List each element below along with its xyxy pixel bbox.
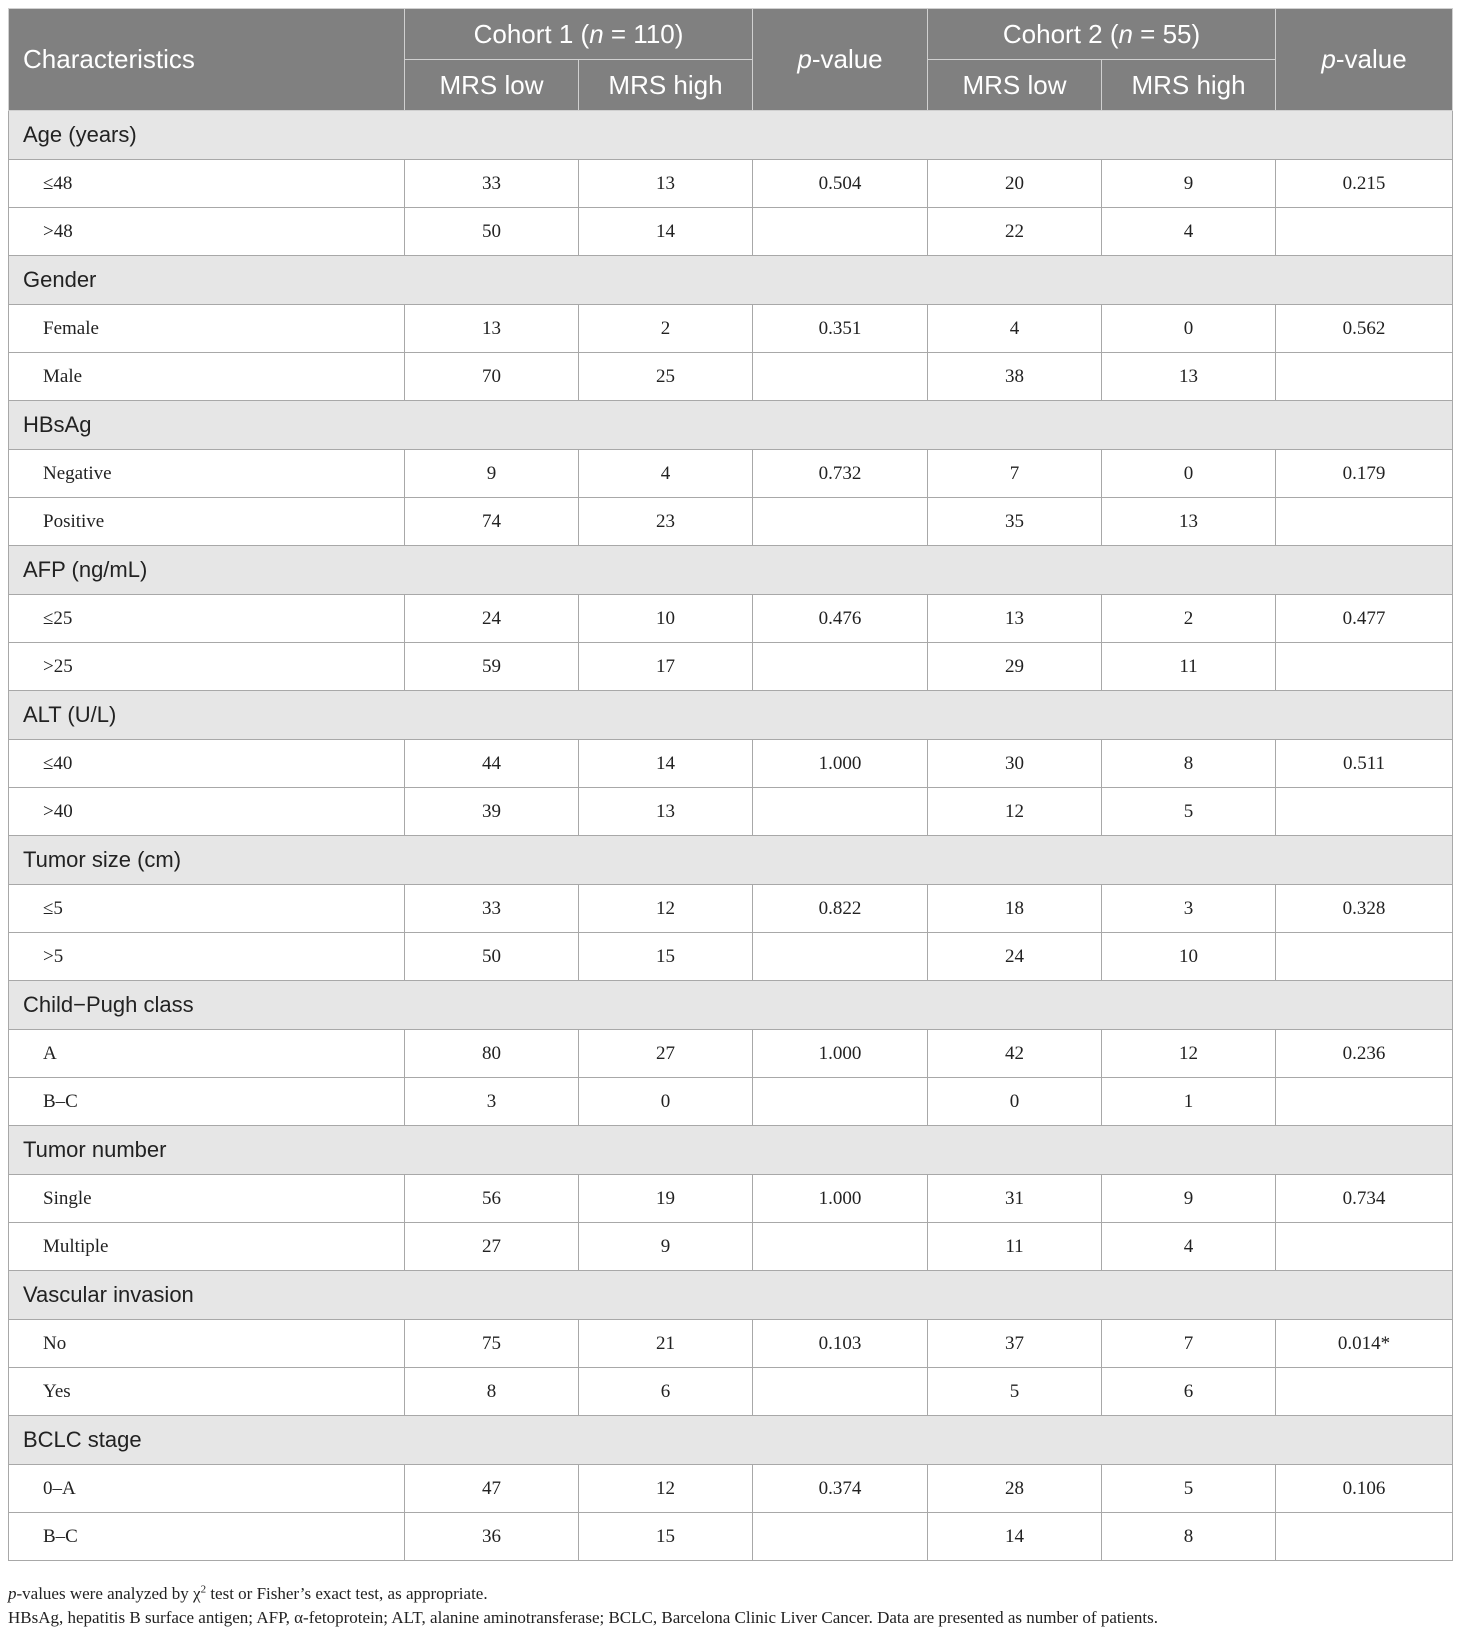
row-label: B–C: [9, 1513, 405, 1561]
cell-c1-high: 13: [579, 788, 753, 836]
header-p-value-cohort-2: [1276, 9, 1453, 111]
cell-c2-high: 7: [1102, 1320, 1276, 1368]
group-label: Vascular invasion: [9, 1271, 1453, 1320]
cell-c1-low: 80: [405, 1030, 579, 1078]
cell-c2-p: [1276, 498, 1453, 546]
cell-c1-low: 75: [405, 1320, 579, 1368]
cell-c1-p: 1.000: [753, 1030, 928, 1078]
cell-c2-p: 0.236: [1276, 1030, 1453, 1078]
row-label: Negative: [9, 450, 405, 498]
cell-c1-low: 33: [405, 160, 579, 208]
cell-c2-high: 9: [1102, 1175, 1276, 1223]
row-label: Positive: [9, 498, 405, 546]
table-row: [9, 1223, 1453, 1271]
cell-c2-p: [1276, 1078, 1453, 1126]
footnote-line1-a: -values were analyzed by χ: [16, 1584, 201, 1603]
group-row: [9, 981, 1453, 1030]
table-footnotes: [8, 1582, 1452, 1630]
cell-c1-low: 9: [405, 450, 579, 498]
cohort-1-suffix: = 110): [603, 18, 684, 49]
cell-c1-low: 33: [405, 885, 579, 933]
cell-c1-low: 74: [405, 498, 579, 546]
p-italic: p: [797, 44, 812, 74]
footnote-chi-sup: 2: [200, 1583, 207, 1596]
table-row: [9, 160, 1453, 208]
cell-c1-p: 0.732: [753, 450, 928, 498]
cell-c2-low: 30: [928, 740, 1102, 788]
cell-c1-low: 24: [405, 595, 579, 643]
footnote-abbreviations: HBsAg, hepatitis B surface antigen; AFP, α-fetoprotein; ALT, alanine aminotransferase; BCLC, Barcelona Clinic Liver Cancer. Data are presented as number of patients.: [8, 1608, 1158, 1627]
cell-c2-low: 7: [928, 450, 1102, 498]
cell-c2-high: 0: [1102, 305, 1276, 353]
footnote-line1-b: test or Fisher’s exact test, as appropriate.: [206, 1584, 488, 1603]
cell-c1-low: 44: [405, 740, 579, 788]
characteristics-table: [8, 8, 1453, 1561]
cohort-2-prefix: Cohort 2 (: [1002, 18, 1119, 49]
row-label: >25: [9, 643, 405, 691]
cell-c1-high: 17: [579, 643, 753, 691]
cell-c2-p: [1276, 1513, 1453, 1561]
row-label: Multiple: [9, 1223, 405, 1271]
cell-c1-p: [753, 643, 928, 691]
cell-c2-p: [1276, 643, 1453, 691]
footnote-stats-method: [8, 1582, 1452, 1606]
table-row: [9, 353, 1453, 401]
table-row: [9, 1465, 1453, 1513]
p-rest: -value: [811, 44, 883, 74]
group-label: AFP (ng/mL): [9, 546, 1453, 595]
cell-c2-low: 24: [928, 933, 1102, 981]
cell-c2-low: 38: [928, 353, 1102, 401]
cell-c1-low: 47: [405, 1465, 579, 1513]
table-row: [9, 498, 1453, 546]
cell-c2-low: 18: [928, 885, 1102, 933]
cell-c2-high: 8: [1102, 740, 1276, 788]
cell-c1-high: 9: [579, 1223, 753, 1271]
table-row: [9, 885, 1453, 933]
cell-c1-low: 50: [405, 933, 579, 981]
cell-c2-high: 3: [1102, 885, 1276, 933]
group-row: [9, 256, 1453, 305]
cell-c1-high: 27: [579, 1030, 753, 1078]
row-label: Female: [9, 305, 405, 353]
cell-c1-low: 59: [405, 643, 579, 691]
cell-c2-p: 0.511: [1276, 740, 1453, 788]
cell-c2-low: 28: [928, 1465, 1102, 1513]
cell-c1-low: 8: [405, 1368, 579, 1416]
cell-c2-high: 1: [1102, 1078, 1276, 1126]
header-c1-mrs-low: MRS low: [405, 60, 579, 111]
group-row: [9, 111, 1453, 160]
row-label: ≤25: [9, 595, 405, 643]
cell-c1-high: 23: [579, 498, 753, 546]
header-c1-mrs-high: MRS high: [579, 60, 753, 111]
cell-c1-low: 56: [405, 1175, 579, 1223]
group-label: HBsAg: [9, 401, 1453, 450]
table-row: [9, 595, 1453, 643]
cell-c1-high: 12: [579, 885, 753, 933]
cell-c2-high: 11: [1102, 643, 1276, 691]
cohort-2-suffix: = 55): [1132, 18, 1201, 49]
header-cohort-2: [928, 9, 1276, 60]
table-row: [9, 1030, 1453, 1078]
cell-c1-high: 21: [579, 1320, 753, 1368]
cell-c1-p: [753, 353, 928, 401]
row-label: Yes: [9, 1368, 405, 1416]
row-label: Single: [9, 1175, 405, 1223]
group-row: [9, 401, 1453, 450]
header-cohort-1: [405, 9, 753, 60]
cell-c1-p: 1.000: [753, 1175, 928, 1223]
cell-c2-low: 11: [928, 1223, 1102, 1271]
cell-c2-high: 8: [1102, 1513, 1276, 1561]
row-label: ≤40: [9, 740, 405, 788]
cell-c2-high: 4: [1102, 208, 1276, 256]
cell-c1-p: [753, 1223, 928, 1271]
cell-c1-low: 70: [405, 353, 579, 401]
cell-c2-p: 0.477: [1276, 595, 1453, 643]
table-header: [9, 9, 1453, 111]
cell-c1-p: 0.103: [753, 1320, 928, 1368]
group-row: [9, 691, 1453, 740]
table-row: [9, 1078, 1453, 1126]
cell-c2-high: 0: [1102, 450, 1276, 498]
cohort-2-n: n: [1118, 18, 1133, 49]
row-label: >48: [9, 208, 405, 256]
cell-c1-high: 13: [579, 160, 753, 208]
cell-c2-low: 35: [928, 498, 1102, 546]
group-label: Age (years): [9, 111, 1453, 160]
cell-c1-p: [753, 498, 928, 546]
cell-c2-high: 5: [1102, 788, 1276, 836]
cell-c1-high: 15: [579, 1513, 753, 1561]
cell-c2-low: 31: [928, 1175, 1102, 1223]
cell-c1-high: 14: [579, 208, 753, 256]
cell-c2-low: 12: [928, 788, 1102, 836]
cell-c2-p: [1276, 1368, 1453, 1416]
cell-c2-p: [1276, 788, 1453, 836]
group-row: [9, 546, 1453, 595]
cell-c2-low: 29: [928, 643, 1102, 691]
header-c2-mrs-high: MRS high: [1102, 60, 1276, 111]
cell-c1-low: 36: [405, 1513, 579, 1561]
cell-c2-high: 13: [1102, 353, 1276, 401]
cell-c2-low: 22: [928, 208, 1102, 256]
group-label: Child−Pugh class: [9, 981, 1453, 1030]
cell-c1-low: 3: [405, 1078, 579, 1126]
cell-c1-high: 14: [579, 740, 753, 788]
row-label: A: [9, 1030, 405, 1078]
cell-c1-low: 39: [405, 788, 579, 836]
cell-c1-p: 0.351: [753, 305, 928, 353]
row-label: >5: [9, 933, 405, 981]
cell-c2-p: 0.734: [1276, 1175, 1453, 1223]
table-row: [9, 305, 1453, 353]
header-row-1: [9, 9, 1453, 60]
cell-c2-high: 2: [1102, 595, 1276, 643]
cell-c2-p: [1276, 933, 1453, 981]
cell-c2-p: 0.179: [1276, 450, 1453, 498]
cell-c1-low: 50: [405, 208, 579, 256]
cell-c1-p: 0.822: [753, 885, 928, 933]
cell-c2-low: 5: [928, 1368, 1102, 1416]
cell-c1-p: [753, 1078, 928, 1126]
cell-c2-p: [1276, 1223, 1453, 1271]
characteristics-table-container: [8, 8, 1452, 1561]
cell-c1-high: 4: [579, 450, 753, 498]
cell-c2-high: 13: [1102, 498, 1276, 546]
table-body: [9, 111, 1453, 1561]
cell-c2-low: 14: [928, 1513, 1102, 1561]
cell-c1-high: 15: [579, 933, 753, 981]
group-row: [9, 1271, 1453, 1320]
cell-c2-high: 6: [1102, 1368, 1276, 1416]
group-label: Gender: [9, 256, 1453, 305]
group-row: [9, 1126, 1453, 1175]
cell-c1-p: 0.504: [753, 160, 928, 208]
group-label: ALT (U/L): [9, 691, 1453, 740]
cell-c2-low: 0: [928, 1078, 1102, 1126]
cell-c1-p: 0.374: [753, 1465, 928, 1513]
table-row: [9, 450, 1453, 498]
row-label: No: [9, 1320, 405, 1368]
cell-c2-p: [1276, 208, 1453, 256]
row-label: Male: [9, 353, 405, 401]
cohort-1-n: n: [589, 18, 604, 49]
cell-c2-p: 0.014*: [1276, 1320, 1453, 1368]
cell-c2-low: 4: [928, 305, 1102, 353]
cell-c2-p: 0.106: [1276, 1465, 1453, 1513]
group-row: [9, 1416, 1453, 1465]
row-label: 0–A: [9, 1465, 405, 1513]
cell-c2-p: [1276, 353, 1453, 401]
cell-c1-low: 27: [405, 1223, 579, 1271]
group-row: [9, 836, 1453, 885]
group-label: Tumor number: [9, 1126, 1453, 1175]
header-p-value-cohort-1: [753, 9, 928, 111]
cell-c2-p: 0.328: [1276, 885, 1453, 933]
table-row: [9, 643, 1453, 691]
table-row: [9, 1175, 1453, 1223]
cell-c2-low: 13: [928, 595, 1102, 643]
group-label: Tumor size (cm): [9, 836, 1453, 885]
cell-c2-high: 10: [1102, 933, 1276, 981]
cell-c1-high: 6: [579, 1368, 753, 1416]
cohort-1-prefix: Cohort 1 (: [473, 18, 590, 49]
p-rest: -value: [1335, 44, 1407, 74]
group-label: BCLC stage: [9, 1416, 1453, 1465]
cell-c2-p: 0.215: [1276, 160, 1453, 208]
table-row: [9, 788, 1453, 836]
cell-c1-high: 25: [579, 353, 753, 401]
header-characteristics: Characteristics: [9, 9, 405, 111]
cell-c1-high: 10: [579, 595, 753, 643]
cell-c1-low: 13: [405, 305, 579, 353]
cell-c1-p: [753, 1513, 928, 1561]
cell-c1-high: 19: [579, 1175, 753, 1223]
cell-c2-p: 0.562: [1276, 305, 1453, 353]
cell-c2-high: 4: [1102, 1223, 1276, 1271]
cell-c2-low: 20: [928, 160, 1102, 208]
table-row: [9, 208, 1453, 256]
cell-c1-high: 12: [579, 1465, 753, 1513]
cell-c1-p: [753, 208, 928, 256]
header-c2-mrs-low: MRS low: [928, 60, 1102, 111]
cell-c2-low: 37: [928, 1320, 1102, 1368]
row-label: B–C: [9, 1078, 405, 1126]
row-label: ≤48: [9, 160, 405, 208]
row-label: ≤5: [9, 885, 405, 933]
cell-c1-p: [753, 1368, 928, 1416]
table-row: [9, 1320, 1453, 1368]
cell-c2-high: 5: [1102, 1465, 1276, 1513]
table-row: [9, 1513, 1453, 1561]
footnote-p-italic: p: [8, 1584, 17, 1603]
row-label: >40: [9, 788, 405, 836]
cell-c2-high: 9: [1102, 160, 1276, 208]
cell-c1-high: 2: [579, 305, 753, 353]
p-italic: p: [1321, 44, 1336, 74]
cell-c1-p: 0.476: [753, 595, 928, 643]
cell-c1-p: 1.000: [753, 740, 928, 788]
cell-c2-low: 42: [928, 1030, 1102, 1078]
cell-c1-p: [753, 788, 928, 836]
cell-c1-p: [753, 933, 928, 981]
table-row: [9, 933, 1453, 981]
cell-c1-high: 0: [579, 1078, 753, 1126]
cell-c2-high: 12: [1102, 1030, 1276, 1078]
table-row: [9, 1368, 1453, 1416]
table-row: [9, 740, 1453, 788]
